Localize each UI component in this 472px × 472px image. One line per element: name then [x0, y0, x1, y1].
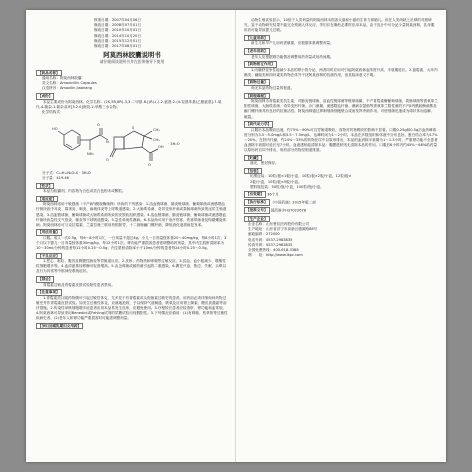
storage-text: 遮光，密封保存。 — [250, 161, 279, 166]
section-heading-package: 【包装】 — [246, 168, 261, 173]
properties-text: 本品为胶囊剂，内容物为白色或类白色粉末或颗粒。 — [43, 189, 126, 194]
molecular-weight: 分子量：419.46 — [42, 175, 69, 180]
chemical-structure-diagram — [50, 117, 190, 169]
manufacturer-website: 网 址：http://www.lkpc.com — [248, 253, 303, 258]
adverse-text: 1.恶心、呕吐、腹泻及假膜性肠炎等胃肠道反应。2.皮疹、药物热和哮喘等过敏反应。3.贫血、血小板减少、嗜酸性粒细胞增多等。4.血清氨基转移酶可轻度增高。5.由念珠菌或耐药菌引起的二重感染。6.偶见兴奋、焦虑、失眠、头晕以及行为异常等中枢神经系统症状。 — [36, 259, 226, 274]
revision-date: 修改日期：2010年10月01日 — [94, 28, 142, 33]
molecular-formula: 分子式：C₁₆H₁₉N₃O₅S · 3H₂O — [42, 170, 91, 175]
section-heading-interactions: 【药物相互作用】 — [246, 62, 275, 67]
manufacturer-postcode: 邮政编码：272000 — [248, 232, 280, 237]
section-heading-properties: 【性状】 — [38, 183, 53, 188]
svg-text:HO: HO — [52, 126, 58, 131]
section-heading-pharmacokinetics: 【药代动力学】 — [246, 122, 272, 127]
section-heading-manufacturer: 【生产企业】 — [246, 216, 268, 221]
pediatric-text: 新生儿和早产儿用药需慎重，应根据体重调整剂量。 — [251, 41, 334, 46]
pharmacology-text: 阿莫西林为青霉素类抗生素，对肺炎链球菌、溶血性链球菌等链球菌属、不产青霉素酶葡萄球菌、粪肠球菌等需氧革兰阳性球菌，大肠埃希菌、奇异变形杆菌、沙门菌属、流感嗜血杆菌、淋病奈瑟菌等需氧革兰阴性菌的不产β内酰胺酶菌株及幽门螺杆菌具有良好的抗菌活性。阿莫西林通过抑制细菌细胞壁合成而发挥杀菌作用，可使细菌迅速成为球状体而溶解、破裂。 — [244, 99, 438, 119]
section-heading-precautions: 【注意事项】 — [38, 290, 60, 295]
revision-date: 核准日期：2007年04月06日 — [94, 18, 142, 22]
geriatric-text: 老年人应根据肾功能情况调整用药剂量或用药间期。 — [251, 54, 334, 59]
svg-text:CH₃: CH₃ — [153, 127, 160, 132]
standard-text: 《中国药典》2015年版二部 — [270, 200, 316, 205]
indications-text: 阿莫西林适用于敏感菌（不产β内酰胺酶菌株）所致的下列感染：1.溶血链球菌、肺炎链球菌、葡萄球菌或流感嗜血杆菌所致中耳炎、鼻窦炎、咽炎、扁桃体炎等上呼吸道感染。2.大肠埃希菌、奇异变形杆菌或粪肠球菌所致的泌尿生殖道感染。3.溶血链球菌、葡萄球菌或大肠埃希菌所致的皮肤软组织感染。4.溶血链球菌、肺炎链球菌、葡萄球菌或流感嗜血杆菌所致急性支气管炎、肺炎等下呼吸道感染。5.急性单纯性淋病。6.本品尚可用于治疗伤寒、伤寒带菌者及钩端螺旋体病；阿莫西林亦可与克拉霉素、兰索拉唑三联用药根除胃、十二指肠幽门螺杆菌，降低消化道溃疡复发率。 — [36, 202, 227, 227]
pregnancy-text: 动物生殖试验显示，10倍于人类剂量的阿莫西林未损害大鼠和小鼠的生育力和胎儿。但在人类尚缺乏足够的对照研究，鉴于动物研究结果不能完全预测人体反应，孕妇仅在确有必要时应用本品。由于乳汁中可分泌少量阿莫西林，乳母服用后可能导致婴儿过敏。 — [244, 18, 435, 33]
precautions-text: 1.青霉素类口服药物偶可引起过敏性休克，尤多见于有青霉素或头孢菌素过敏史的患者。用药前必须详细询问药物过敏史并作青霉素皮肤试验。如发生过敏性休克，应就地抢救，予以保持气道畅通、吸氧及应用肾上腺素、糖皮质激素等治疗措施。2.传染性单核细胞增多症患者应用本品易发生皮疹，应避免使用。3.疗程较长患者应检查肝、肾功能和血常规。4.阿莫西林可导致采用Benedict或Fehling试剂的尿糖试验出现假阳性。5.下列情况应慎用：(1)有哮喘、枯草热等过敏性疾病史者。(2)老年人和肾功能严重损害时可能需调整剂量。 — [36, 295, 228, 321]
svg-text:N: N — [106, 139, 109, 144]
right-column — [244, 18, 438, 454]
section-heading-pediatric: 【儿童用药】 — [246, 35, 268, 40]
validity-text: 36个月 — [267, 192, 279, 197]
revision-date: 修改日期：2014年10月20日 — [94, 33, 142, 38]
leaflet-sheet — [26, 10, 446, 462]
manufacturer-hotline: 全国免费热线：400-618-3388 — [248, 248, 299, 253]
section-heading-pregnancy: 【孕妇及哺乳期妇女用药】 — [38, 323, 82, 328]
svg-text:CH₃: CH₃ — [153, 137, 160, 142]
document-subtitle: 请仔细阅读说明书并在医师指导下使用 — [99, 59, 165, 65]
package-line: 铝塑包装：10粒/板×1板/小盒，10粒/板×2板/小盒，12粒/板× — [250, 174, 352, 179]
svg-text:OH: OH — [158, 144, 164, 149]
section-heading-name: 【药品名称】 — [38, 70, 60, 75]
overdose-text: 尚无本品药物过量的报道。 — [251, 86, 295, 91]
manufacturer-name: 企业名称：山东鲁抗医药股份有限公司 — [248, 222, 310, 227]
svg-text:O: O — [148, 162, 151, 167]
svg-text:· 3H₂O: · 3H₂O — [168, 141, 180, 146]
revision-dates — [94, 18, 228, 49]
dosage-text: 口服。成人一次0.5g，每6～8小时1次，一日剂量不超过4g。小儿一日剂量按体重20～40mg/kg，每8小时1次；3个月以下婴儿一日剂量按体重30mg/kg，每12小时1次。肾功能严重损害患者需调整给药剂量，其中内生肌酐清除率为10～30ml/分钟的患者每12小时0.25～0.5g；内生肌酐清除率小于10ml/分钟的患者每24小时0.25～0.5g。 — [36, 235, 227, 251]
section-heading-overdose: 【药物过量】 — [246, 80, 268, 85]
pinyin-name: 汉语拼音：Amoxilin Jiaonang — [42, 86, 93, 91]
manufacturer-tel: 电话号码：0537-2983835 — [248, 237, 293, 242]
svg-text:O: O — [106, 157, 109, 162]
package-line: 塑料瓶包装：50粒/瓶/小盒，100粒/瓶/小盒。 — [250, 184, 324, 189]
section-heading-dosage: 【用法用量】 — [38, 230, 60, 235]
package-line: 2板/小盒，10粒/板×5板/小盒。 — [250, 179, 302, 184]
manufacturer-fax: 传真号码：0537-2983835 — [248, 242, 293, 247]
section-heading-adverse: 【不良反应】 — [38, 253, 60, 258]
section-heading-contraindications: 【禁忌】 — [38, 277, 53, 282]
revision-date: 修改日期：2015年12月01日 — [94, 38, 142, 43]
english-name: 英文名称：Amoxicillin Capsules — [42, 81, 97, 86]
section-heading-storage: 【贮藏】 — [246, 155, 261, 160]
revision-date: 修改日期：2008年07月01日 — [94, 23, 142, 28]
manufacturer-info — [248, 222, 438, 258]
page-fold-line — [235, 10, 236, 462]
svg-text:O: O — [97, 122, 100, 127]
section-heading-pharmacology: 【药理毒理】 — [246, 93, 268, 98]
svg-text:NH₂: NH₂ — [87, 151, 94, 156]
section-heading-ingredients: 【成份】 — [38, 94, 53, 98]
structure-svg — [50, 117, 190, 169]
section-heading-validity: 【有效期】 — [246, 192, 264, 197]
revision-date: 修改日期：2017年08月01日 — [94, 43, 142, 48]
structure-label: 化学结构式： — [42, 109, 64, 114]
approval-text: 国药准字H37022678 — [270, 208, 307, 213]
svg-text:S: S — [132, 125, 135, 130]
pharmacokinetics-text: 口服后本品吸收迅速，约75%～90%可自胃肠道吸收，食物对药物吸收的影响不显著。口服0.25g和0.5g后血药峰浓度分别为3.5～5.0mg/L和5.5～7.5mg/L，达峰时间为1～2小时。本品在多数组织和体液中分布良好。蛋白结合率为17%～20%。在肝内代谢，约24%～33%的药物在尿中以原形排出，本品的血消除半衰期为1～1.3小时，严重肾功能不全患者血消除半衰期可延长至7小时。血液透析能清除本品，腹膜透析则无清除本品的作用。口服后6小时内约45%～68%给药量以原形药自尿中排出，尚有部分药物经胆道排泄。 — [244, 127, 438, 153]
manufacturer-address: 生产地址：山东省济宁市高新区德源路88号 — [248, 227, 318, 232]
generic-name: 通用名称：阿莫西林胶囊 — [42, 76, 82, 81]
document-title: 阿莫西林胶囊说明书 — [103, 51, 161, 60]
interactions-text: 1.丙磺舒竞争性地减少本品的肾小管分泌，两者同时应用可引起阿莫西林血浓度升高、半衰期延长。2.氯霉素、大环内酯类、磺胺类和四环素类药物在体外干扰阿莫西林的抗菌作用，但其临床意义不明。 — [244, 67, 438, 77]
section-heading-indications: 【适应症】 — [38, 196, 56, 201]
contraindications-text: 青霉素过敏及青霉素皮肤试验阳性患者禁用。 — [43, 282, 115, 287]
section-heading-standard: 【执行标准】 — [246, 200, 268, 205]
section-heading-approval: 【批准文号】 — [246, 208, 268, 213]
section-heading-geriatric: 【老年用药】 — [246, 48, 268, 53]
ingredients-text: 本品主要成份为阿莫西林。化学名称：(2S,5R,6R)-3,3-二甲基-6-[(R)-(-)-2-氨基-2-(4-羟基苯基)乙酰氨基]-7-氧代-4-硫杂-1-氮杂双环[3.2.0]庚烷-2-甲酸三水合物。 — [36, 99, 222, 109]
left-column — [36, 18, 228, 454]
